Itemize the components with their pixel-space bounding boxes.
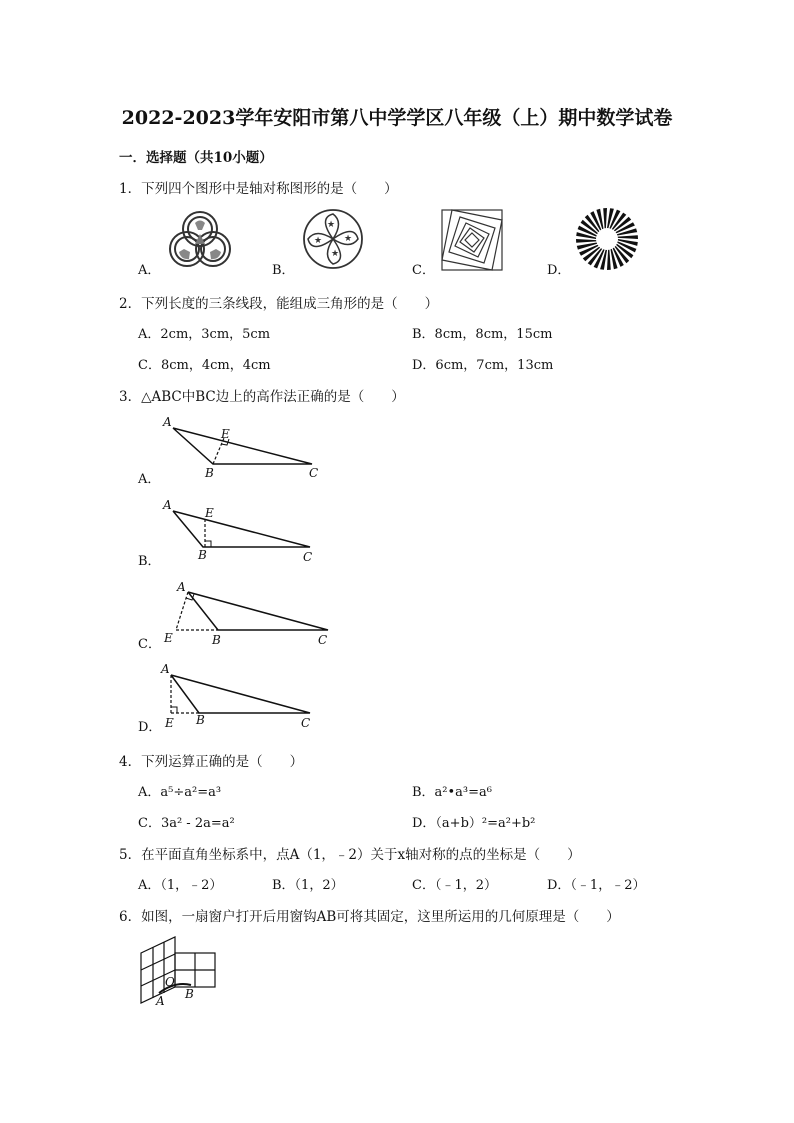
q3-option-a-label: A．: [138, 472, 161, 487]
sunburst-ray: [618, 239, 638, 246]
triangle-figure-a: [155, 412, 335, 482]
window-hook-figure: [135, 935, 225, 1007]
svg-text:★: ★: [313, 236, 323, 246]
sunburst-ray: [607, 250, 611, 270]
point-b-label: B: [196, 713, 205, 727]
sunburst-ray: [618, 235, 638, 239]
q4-option-d: D．（a+b）²=a²+b²: [412, 816, 536, 831]
spiral-squares-figure: [440, 208, 504, 272]
sunburst-ray: [576, 232, 596, 239]
section-heading: 一．选择题（共10小题）: [119, 150, 273, 166]
circle-stars-figure: [300, 208, 366, 270]
q1-option-c-label: C．: [412, 263, 435, 278]
point-a-label: A: [163, 415, 172, 429]
q2-option-d: D．6cm，7cm，13cm: [412, 358, 554, 373]
question-3: 3．△ABC中BC边上的高作法正确的是（ ）: [119, 389, 405, 405]
point-e-label: E: [221, 427, 230, 441]
q1-option-d-label: D．: [547, 263, 571, 278]
sunburst-ray: [600, 250, 607, 270]
q2-option-b: B．8cm，8cm，15cm: [412, 327, 553, 342]
sunburst-ray: [596, 209, 603, 229]
triangle-figure-b: [155, 495, 335, 565]
q1-option-a-label: A．: [138, 263, 161, 278]
q4-option-a: A．a⁵÷a²=a³: [138, 785, 222, 800]
question-5: 5．在平面直角坐标系中，点A（1，﹣2）关于x轴对称的点的坐标是（ ）: [119, 847, 581, 863]
q4-option-c: C．3a² - 2a=a²: [138, 816, 235, 831]
point-a-label: A: [161, 662, 170, 676]
sunburst-ray: [577, 243, 597, 250]
q2-option-c: C．8cm，4cm，4cm: [138, 358, 271, 373]
sunburst-ray: [576, 239, 596, 243]
svg-text:★: ★: [326, 220, 336, 230]
q3-option-c-label: C．: [138, 637, 161, 652]
point-b-label: B: [198, 548, 207, 562]
q5-option-b: B．（1，2）: [272, 878, 344, 893]
point-e-label: E: [205, 506, 214, 520]
sunburst-ring-figure: [575, 207, 639, 271]
point-e-label: E: [165, 716, 174, 730]
question-4: 4．下列运算正确的是（ ）: [119, 754, 304, 770]
question-6: 6．如图，一扇窗户打开后用窗钩AB可将其固定，这里所运用的几何原理是（ ）: [119, 909, 620, 925]
point-c-label: C: [318, 633, 328, 647]
point-o-label: O: [165, 975, 175, 989]
triangle-figure-c: [160, 578, 340, 650]
point-b-label: B: [212, 633, 221, 647]
trefoil-knot-figure: [165, 208, 235, 270]
question-2: 2．下列长度的三条线段，能组成三角形的是（ ）: [119, 296, 439, 312]
point-b-label: B: [185, 987, 194, 1001]
q5-option-d: D．（﹣1，﹣2）: [547, 878, 646, 893]
question-1: 1．下列四个图形中是轴对称图形的是（ ）: [119, 181, 398, 197]
sunburst-ray: [611, 249, 618, 269]
point-c-label: C: [301, 716, 311, 730]
point-a-label: A: [156, 994, 165, 1008]
q4-option-b: B．a²•a³=a⁶: [412, 785, 492, 800]
sunburst-ray: [607, 208, 614, 228]
svg-text:★: ★: [330, 249, 340, 259]
page-title: 2022-2023学年安阳市第八中学学区八年级（上）期中数学试卷: [121, 107, 673, 129]
q3-option-b-label: B．: [138, 554, 161, 569]
q3-option-d-label: D．: [138, 720, 162, 735]
point-e-label: E: [164, 631, 173, 645]
point-a-label: A: [177, 580, 186, 594]
sunburst-ray: [603, 208, 607, 228]
q1-option-b-label: B．: [272, 263, 295, 278]
point-b-label: B: [205, 466, 214, 480]
point-c-label: C: [309, 466, 319, 480]
q2-option-a: A．2cm，3cm，5cm: [138, 327, 271, 342]
point-c-label: C: [303, 550, 313, 564]
triangle-figure-d: [155, 661, 335, 733]
svg-text:★: ★: [343, 234, 353, 244]
q5-option-c: C．（﹣1，2）: [412, 878, 497, 893]
q5-option-a: A．（1，﹣2）: [138, 878, 223, 893]
point-a-label: A: [163, 498, 172, 512]
sunburst-ray: [617, 228, 637, 235]
